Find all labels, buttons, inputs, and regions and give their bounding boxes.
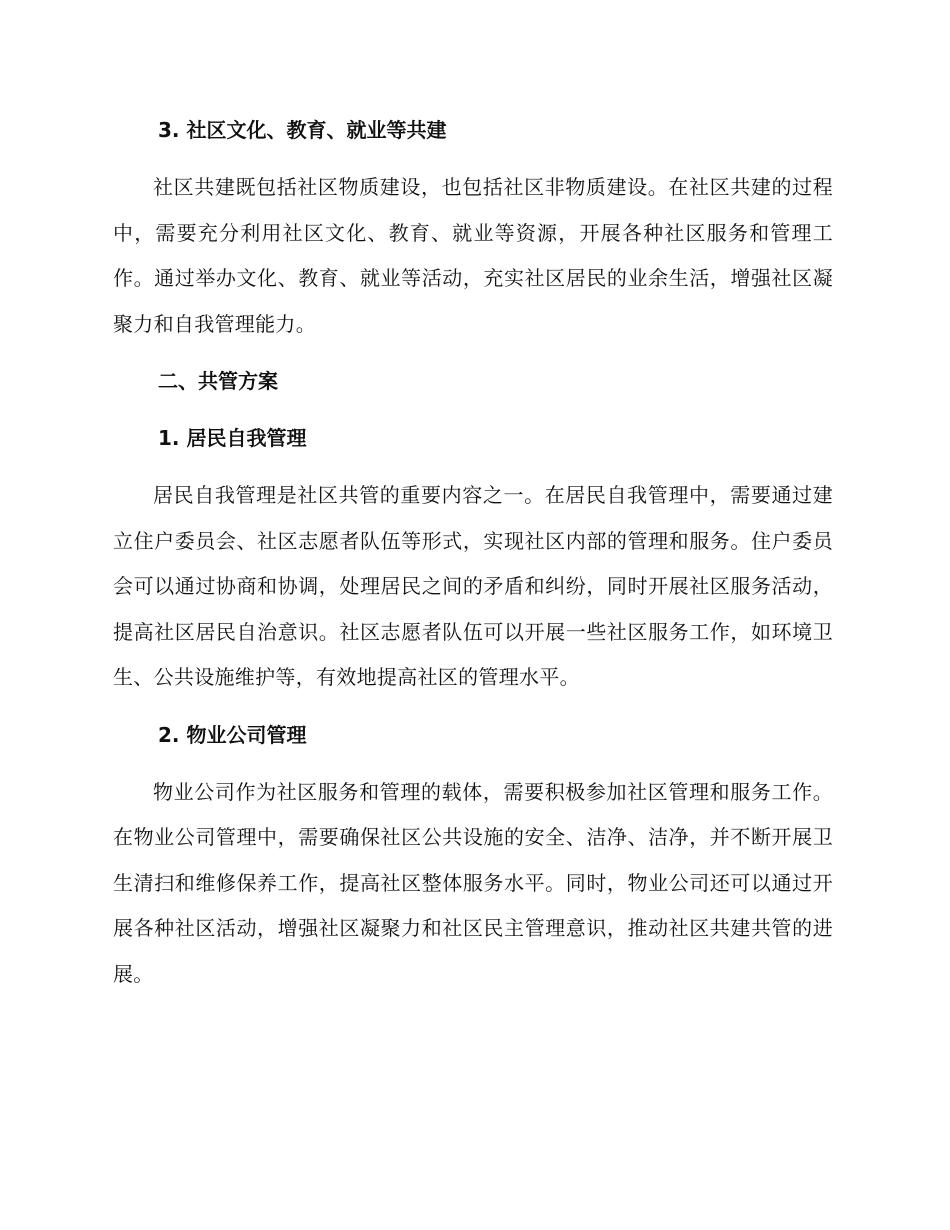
section-heading-co-management-plan: 二、共管方案 bbox=[158, 369, 278, 393]
paragraph-co-construction: 社区共建既包括社区物质建设，也包括社区非物质建设。在社区共建的过程中，需要充分利用社区文化、教育、就业等资源，开展各种社区服务和管理工作。通过举办文化、教育、就业等活动，充实社区居民的业余生活，增强社区凝聚力和自我管理能力。 bbox=[113, 175, 833, 336]
paragraph-property-company: 物业公司作为社区服务和管理的载体，需要积极参加社区管理和服务工作。在物业公司管理中，需要确保社区公共设施的安全、洁净、洁净，并不断开展卫生清扫和维修保养工作，提高社区整体服务水平。同时，物业公司还可以通过开展各种社区活动，增强社区凝聚力和社区民主管理意识，推动社区共建共管的进展。 bbox=[113, 779, 833, 986]
document-page bbox=[113, 108, 833, 1009]
paragraph-resident-self-management: 居民自我管理是社区共管的重要内容之一。在居民自我管理中，需要通过建立住户委员会、社区志愿者队伍等形式，实现社区内部的管理和服务。住户委员会可以通过协商和协调，处理居民之间的矛盾和纠纷，同时开展社区服务活动，提高社区居民自治意识。社区志愿者队伍可以开展一些社区服务工作，如环境卫生、公共设施维护等，有效地提高社区的管理水平。 bbox=[113, 483, 833, 689]
section-heading-culture-education: 3. 社区文化、教育、就业等共建 bbox=[158, 118, 447, 142]
section-heading-resident-self-management: 1. 居民自我管理 bbox=[158, 426, 307, 450]
section-heading-property-company: 2. 物业公司管理 bbox=[158, 722, 307, 747]
